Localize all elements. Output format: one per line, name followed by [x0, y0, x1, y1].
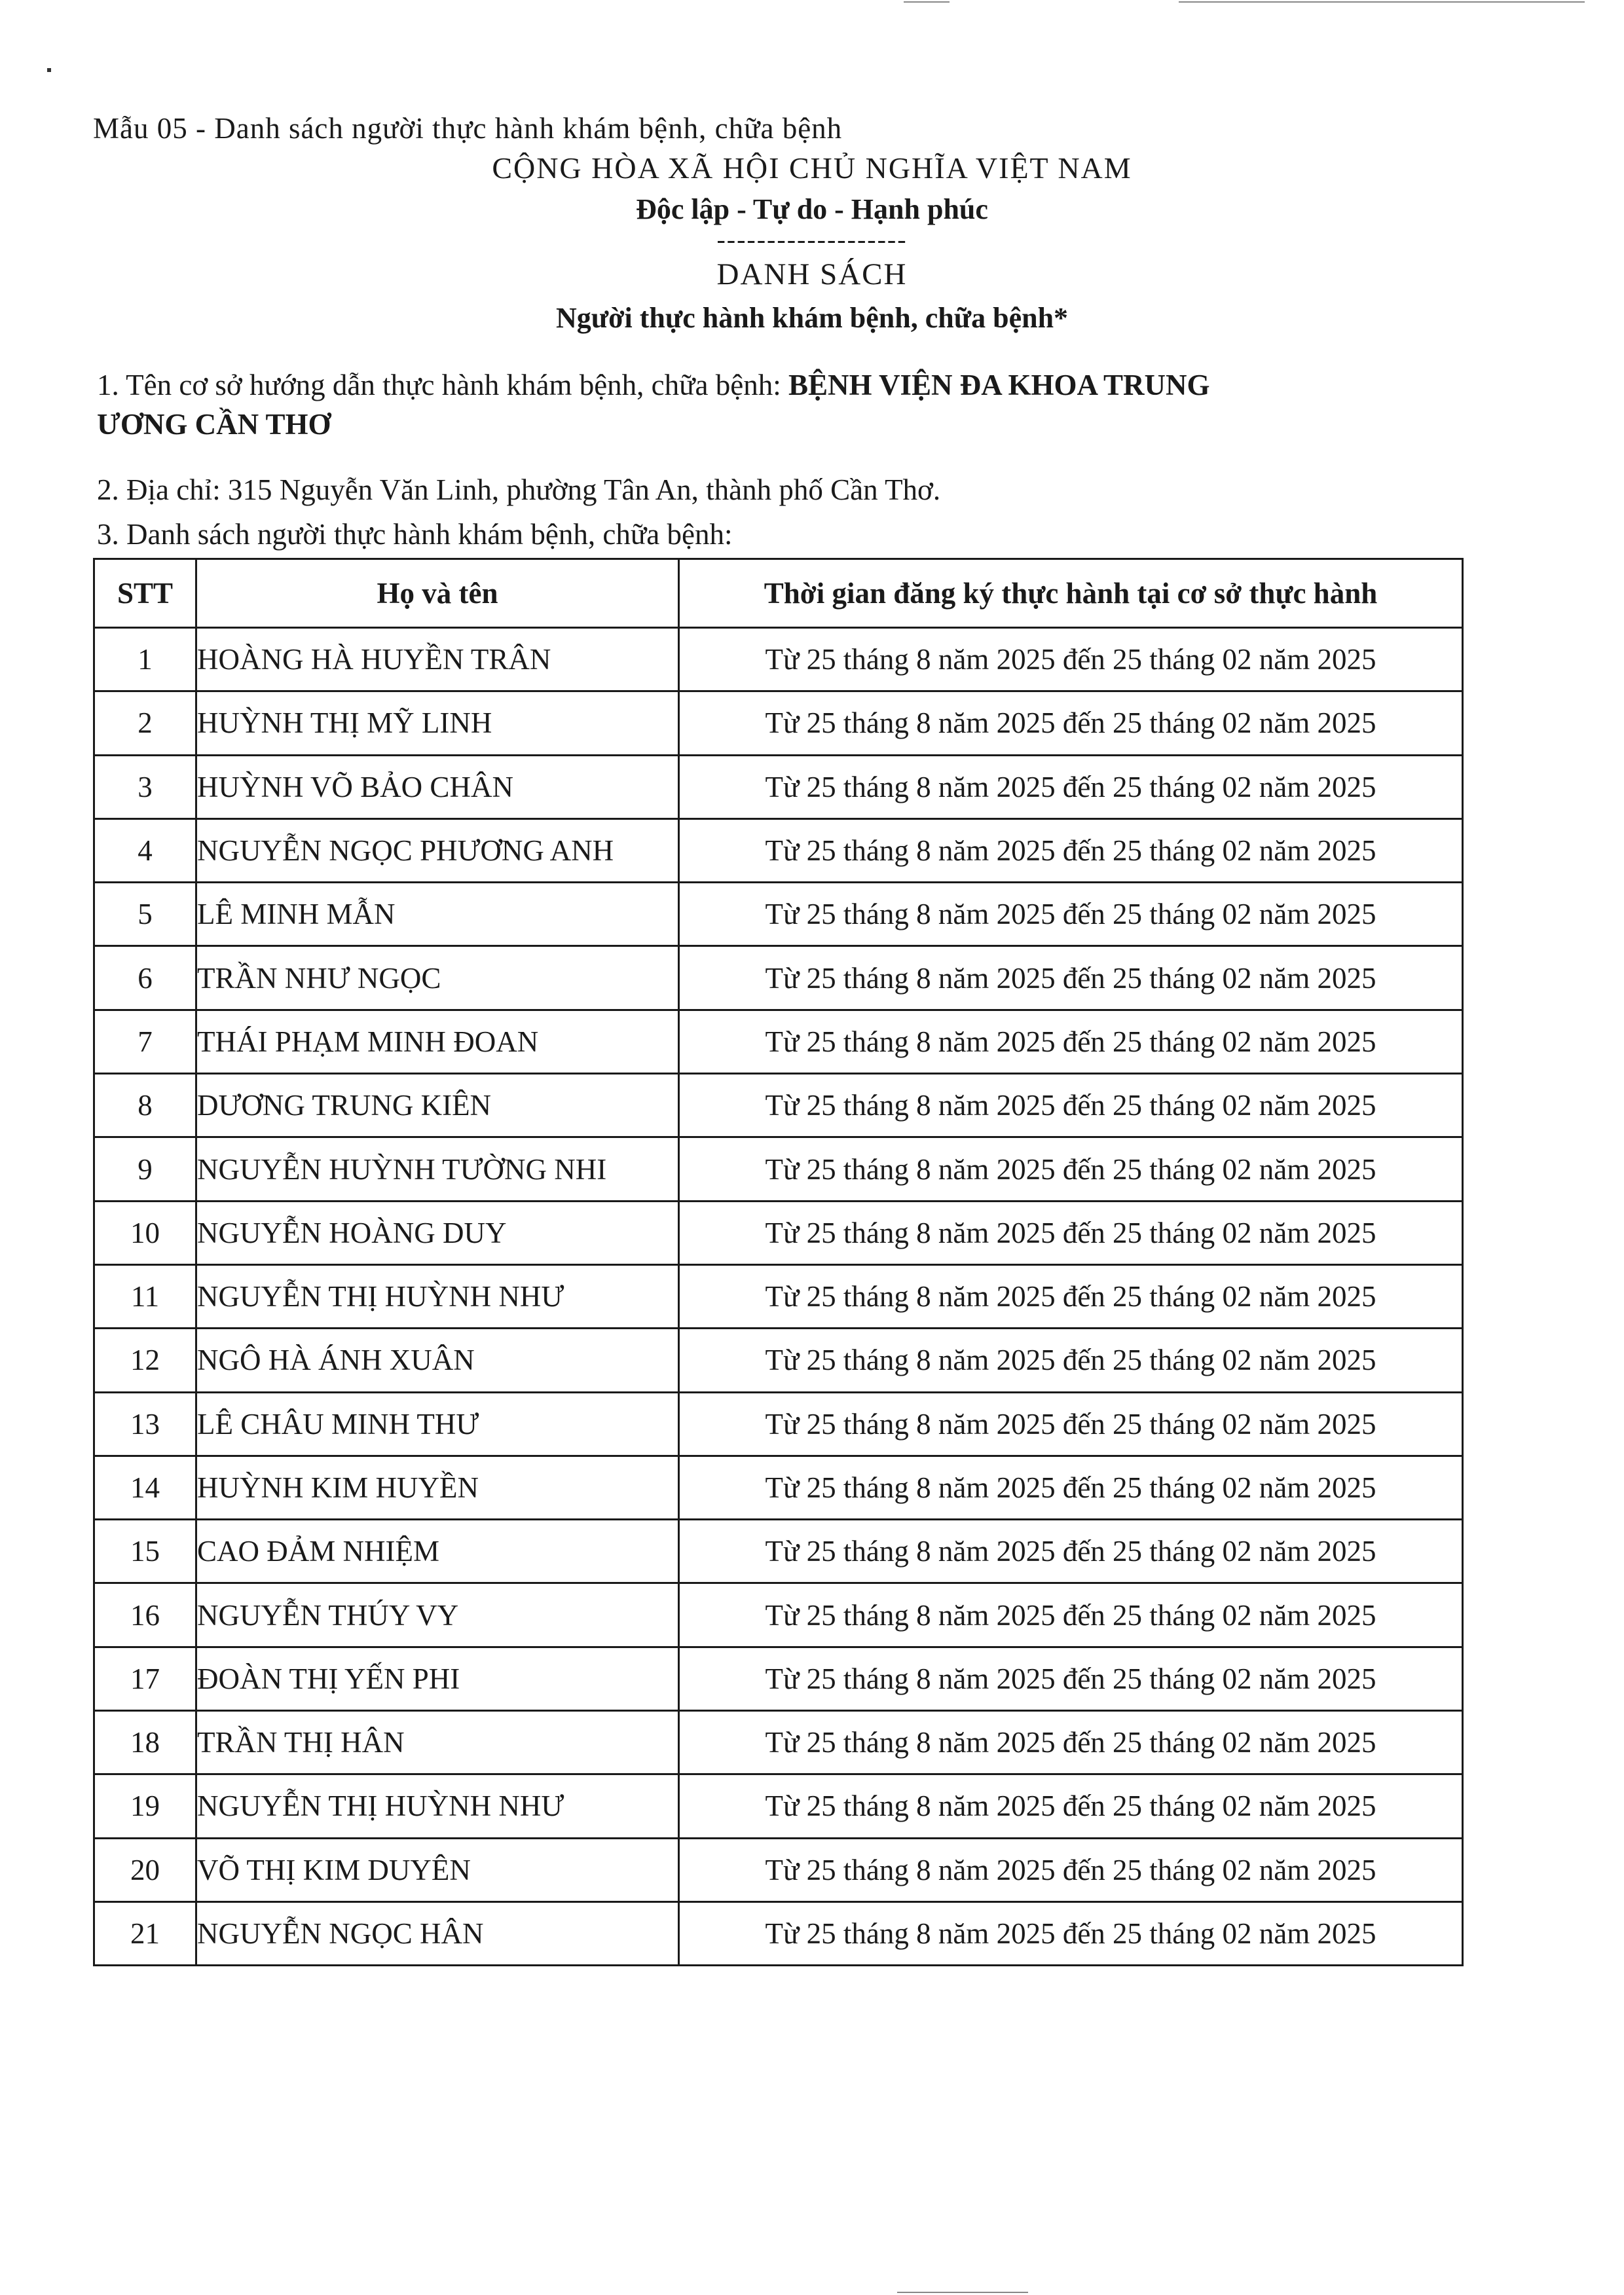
- document-title: DANH SÁCH: [716, 257, 908, 291]
- row-period: Từ 25 tháng 8 năm 2025 đến 25 tháng 02 năm 2025: [679, 883, 1463, 946]
- row-period: Từ 25 tháng 8 năm 2025 đến 25 tháng 02 năm 2025: [679, 691, 1463, 755]
- row-stt: 1: [94, 628, 196, 691]
- row-name: LÊ CHÂU MINH THƯ: [196, 1392, 679, 1456]
- row-period: Từ 25 tháng 8 năm 2025 đến 25 tháng 02 năm 2025: [679, 1392, 1463, 1456]
- table-row: [94, 1264, 1463, 1328]
- row-stt: 18: [94, 1711, 196, 1774]
- row-period: Từ 25 tháng 8 năm 2025 đến 25 tháng 02 năm 2025: [679, 1010, 1463, 1073]
- row-name: HUỲNH KIM HUYỀN: [196, 1456, 679, 1519]
- practitioner-table: [93, 558, 1464, 1966]
- row-name: HOÀNG HÀ HUYỀN TRÂN: [196, 628, 679, 691]
- scan-artifact-top-line: [1179, 1, 1585, 3]
- row-stt: 13: [94, 1392, 196, 1456]
- row-stt: 19: [94, 1774, 196, 1838]
- row-name: THÁI PHẠM MINH ĐOAN: [196, 1010, 679, 1073]
- row-stt: 20: [94, 1838, 196, 1901]
- header-stt: STT: [94, 559, 196, 628]
- row-name: NGUYỄN THỊ HUỲNH NHƯ: [196, 1774, 679, 1838]
- nation-title: CỘNG HÒA XÃ HỘI CHỦ NGHĨA VIỆT NAM: [492, 151, 1132, 185]
- row-period: Từ 25 tháng 8 năm 2025 đến 25 tháng 02 năm 2025: [679, 1201, 1463, 1264]
- table-row: [94, 1137, 1463, 1201]
- table-row: [94, 1838, 1463, 1901]
- form-code: Mẫu 05 - Danh sách người thực hành khám bệnh, chữa bệnh: [93, 112, 843, 145]
- row-name: NGUYỄN HOÀNG DUY: [196, 1201, 679, 1264]
- table-row: [94, 1520, 1463, 1583]
- row-name: DƯƠNG TRUNG KIÊN: [196, 1074, 679, 1137]
- row-stt: 4: [94, 818, 196, 882]
- row-name: NGÔ HÀ ÁNH XUÂN: [196, 1329, 679, 1392]
- row-name: HUỲNH THỊ MỸ LINH: [196, 691, 679, 755]
- row-period: Từ 25 tháng 8 năm 2025 đến 25 tháng 02 năm 2025: [679, 946, 1463, 1010]
- table-row: [94, 1010, 1463, 1073]
- row-period: Từ 25 tháng 8 năm 2025 đến 25 tháng 02 năm 2025: [679, 818, 1463, 882]
- address-line: 2. Địa chỉ: 315 Nguyễn Văn Linh, phường Tân An, thành phố Cần Thơ.: [97, 473, 941, 506]
- scan-artifact-dot: [47, 68, 51, 72]
- document-subtitle: Người thực hành khám bệnh, chữa bệnh*: [555, 302, 1069, 334]
- row-stt: 6: [94, 946, 196, 1010]
- row-stt: 12: [94, 1329, 196, 1392]
- national-motto: Độc lập - Tự do - Hạnh phúc: [636, 193, 988, 225]
- table-row: [94, 1647, 1463, 1710]
- facility-line: [97, 368, 1209, 402]
- table-row: [94, 755, 1463, 818]
- table-row: [94, 1583, 1463, 1647]
- row-name: ĐOÀN THỊ YẾN PHI: [196, 1647, 679, 1710]
- table-row: [94, 1329, 1463, 1392]
- row-period: Từ 25 tháng 8 năm 2025 đến 25 tháng 02 năm 2025: [679, 1901, 1463, 1965]
- row-stt: 21: [94, 1901, 196, 1965]
- table-row: [94, 628, 1463, 691]
- table-row: [94, 818, 1463, 882]
- table-row: [94, 1456, 1463, 1519]
- row-period: Từ 25 tháng 8 năm 2025 đến 25 tháng 02 năm 2025: [679, 1074, 1463, 1137]
- row-name: NGUYỄN NGỌC PHƯƠNG ANH: [196, 818, 679, 882]
- row-name: VÕ THỊ KIM DUYÊN: [196, 1838, 679, 1901]
- row-stt: 2: [94, 691, 196, 755]
- row-stt: 8: [94, 1074, 196, 1137]
- table-row: [94, 1901, 1463, 1965]
- row-stt: 11: [94, 1264, 196, 1328]
- row-period: Từ 25 tháng 8 năm 2025 đến 25 tháng 02 năm 2025: [679, 755, 1463, 818]
- scan-artifact-bottom-line: [897, 2292, 1028, 2293]
- row-period: Từ 25 tháng 8 năm 2025 đến 25 tháng 02 năm 2025: [679, 1137, 1463, 1201]
- row-stt: 9: [94, 1137, 196, 1201]
- row-period: Từ 25 tháng 8 năm 2025 đến 25 tháng 02 năm 2025: [679, 1711, 1463, 1774]
- scan-artifact-top-short: [904, 1, 950, 3]
- row-name: NGUYỄN HUỲNH TƯỜNG NHI: [196, 1137, 679, 1201]
- facility-label: 1. Tên cơ sở hướng dẫn thực hành khám bệnh, chữa bệnh:: [97, 369, 788, 401]
- facility-name-part1: BỆNH VIỆN ĐA KHOA TRUNG: [788, 369, 1210, 401]
- table-row: [94, 1392, 1463, 1456]
- row-stt: 7: [94, 1010, 196, 1073]
- row-name: TRẦN NHƯ NGỌC: [196, 946, 679, 1010]
- row-stt: 14: [94, 1456, 196, 1519]
- row-stt: 17: [94, 1647, 196, 1710]
- row-period: Từ 25 tháng 8 năm 2025 đến 25 tháng 02 năm 2025: [679, 1583, 1463, 1647]
- header-name: Họ và tên: [196, 559, 679, 628]
- row-period: Từ 25 tháng 8 năm 2025 đến 25 tháng 02 năm 2025: [679, 1456, 1463, 1519]
- facility-name-part2: ƯƠNG CẦN THƠ: [97, 408, 331, 441]
- row-period: Từ 25 tháng 8 năm 2025 đến 25 tháng 02 năm 2025: [679, 1774, 1463, 1838]
- row-period: Từ 25 tháng 8 năm 2025 đến 25 tháng 02 năm 2025: [679, 1647, 1463, 1710]
- separator-dashes: -------------------: [716, 225, 908, 254]
- table-row: [94, 1201, 1463, 1264]
- row-stt: 10: [94, 1201, 196, 1264]
- row-period: Từ 25 tháng 8 năm 2025 đến 25 tháng 02 năm 2025: [679, 1264, 1463, 1328]
- table-row: [94, 1074, 1463, 1137]
- row-stt: 3: [94, 755, 196, 818]
- list-label: 3. Danh sách người thực hành khám bệnh, chữa bệnh:: [97, 518, 733, 551]
- table-row: [94, 1774, 1463, 1838]
- table-row: [94, 1711, 1463, 1774]
- table-body: [94, 628, 1463, 1966]
- row-name: NGUYỄN THỊ HUỲNH NHƯ: [196, 1264, 679, 1328]
- row-stt: 16: [94, 1583, 196, 1647]
- row-period: Từ 25 tháng 8 năm 2025 đến 25 tháng 02 năm 2025: [679, 1520, 1463, 1583]
- table-row: [94, 883, 1463, 946]
- row-name: TRẦN THỊ HÂN: [196, 1711, 679, 1774]
- table-header-row: [94, 559, 1463, 628]
- row-name: LÊ MINH MẪN: [196, 883, 679, 946]
- row-stt: 15: [94, 1520, 196, 1583]
- row-name: NGUYỄN NGỌC HÂN: [196, 1901, 679, 1965]
- header-period: Thời gian đăng ký thực hành tại cơ sở thực hành: [679, 559, 1463, 628]
- row-period: Từ 25 tháng 8 năm 2025 đến 25 tháng 02 năm 2025: [679, 1838, 1463, 1901]
- table-row: [94, 691, 1463, 755]
- row-stt: 5: [94, 883, 196, 946]
- row-period: Từ 25 tháng 8 năm 2025 đến 25 tháng 02 năm 2025: [679, 628, 1463, 691]
- row-name: NGUYỄN THÚY VY: [196, 1583, 679, 1647]
- row-name: CAO ĐẢM NHIỆM: [196, 1520, 679, 1583]
- row-period: Từ 25 tháng 8 năm 2025 đến 25 tháng 02 năm 2025: [679, 1329, 1463, 1392]
- row-name: HUỲNH VÕ BẢO CHÂN: [196, 755, 679, 818]
- table-row: [94, 946, 1463, 1010]
